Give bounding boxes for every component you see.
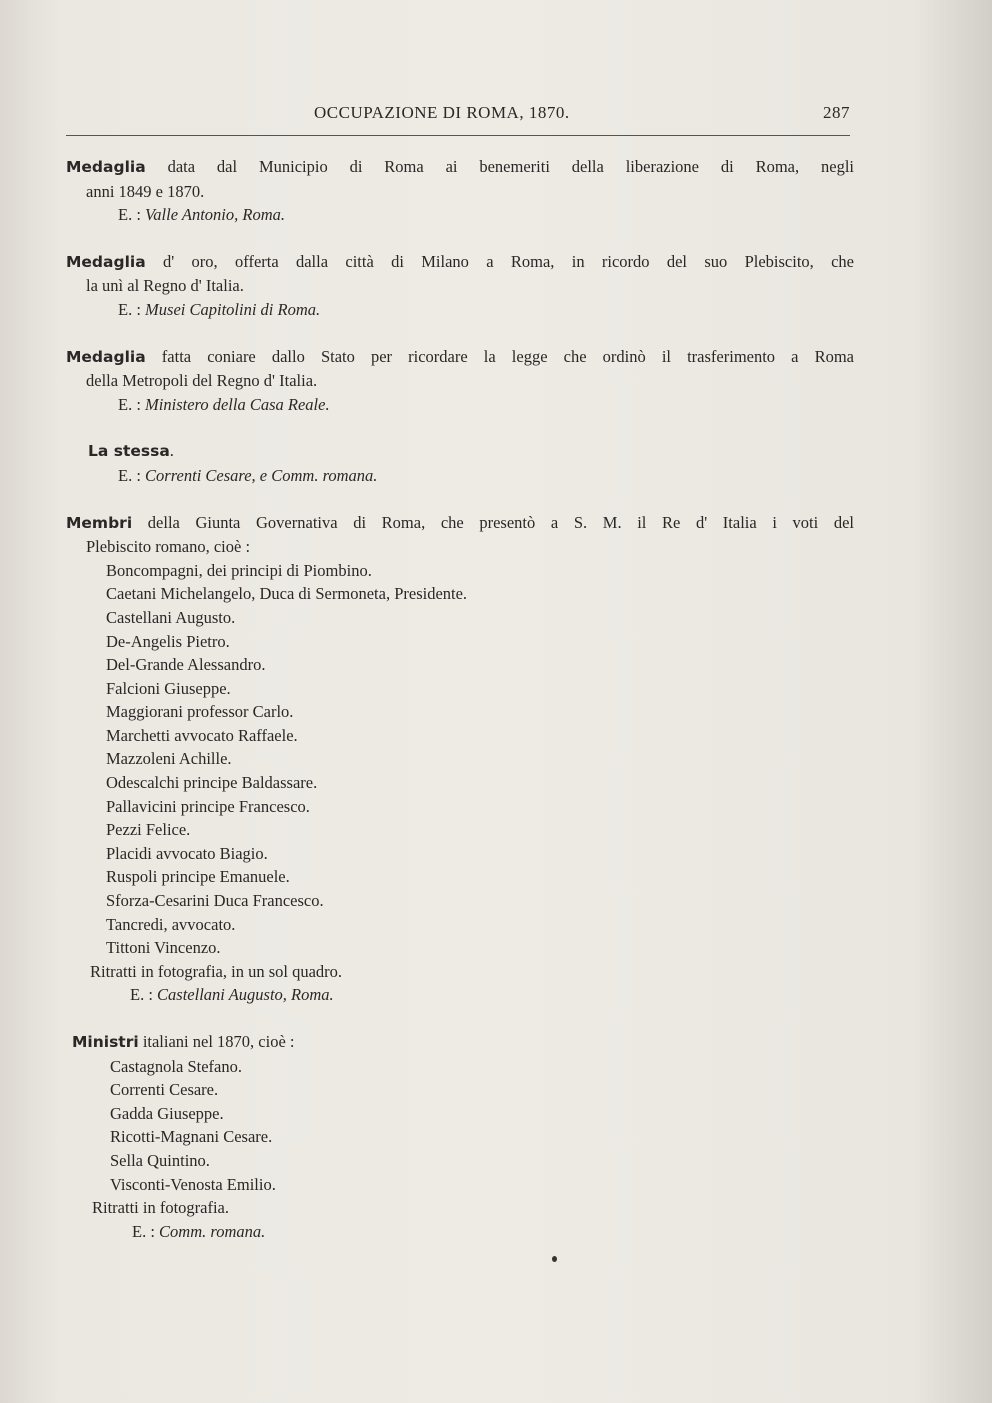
entry-line bbox=[66, 250, 854, 275]
list-item: Ruspoli principe Emanuele. bbox=[106, 867, 290, 887]
entry-keyword: La stessa bbox=[88, 442, 170, 461]
list-item: Maggiorani professor Carlo. bbox=[106, 702, 294, 722]
entry-text: fatta coniare dallo Stato per ricordare la legge che ordinò il trasferimento a Roma bbox=[161, 346, 855, 366]
exhibitor-line bbox=[72, 1220, 854, 1244]
entry-la-stessa bbox=[66, 439, 854, 487]
list-item: Tancredi, avvocato. bbox=[106, 914, 236, 934]
entry-text: d' oro, offerta dalla città di Milano a Roma, in ricordo del suo Plebiscito, che bbox=[163, 251, 855, 271]
list-item: Falcioni Giuseppe. bbox=[106, 678, 231, 698]
entry-medaglia-municipio bbox=[66, 155, 854, 227]
list-item: Caetani Michelangelo, Duca di Sermoneta, Presidente. bbox=[106, 584, 468, 604]
exhibitor-label: E. : bbox=[118, 299, 141, 319]
exhibitor-label: E. : bbox=[118, 394, 141, 414]
exhibitor-name: Valle Antonio, Roma. bbox=[145, 205, 285, 225]
entry-text-cont: anni 1849 e 1870. bbox=[86, 181, 205, 201]
exhibitor-name: Castellani Augusto, Roma. bbox=[157, 985, 334, 1005]
entry-text-cont: la unì al Regno d' Italia. bbox=[86, 276, 244, 296]
exhibitor-line bbox=[66, 298, 854, 322]
exhibitor-line bbox=[66, 203, 854, 227]
exhibitor-label: E. : bbox=[118, 465, 141, 485]
list-item: Odescalchi principe Baldassare. bbox=[106, 773, 318, 793]
entry-line bbox=[66, 155, 854, 180]
exhibitor-label: E. : bbox=[132, 1221, 155, 1241]
entry-ministri bbox=[66, 1030, 854, 1243]
page-body bbox=[66, 155, 854, 1266]
entry-keyword: Medaglia bbox=[66, 252, 146, 271]
running-title: OCCUPAZIONE DI ROMA, 1870. bbox=[314, 103, 570, 122]
exhibitor-label: E. : bbox=[118, 205, 141, 225]
list-item: Sella Quintino. bbox=[110, 1150, 210, 1170]
ritratti-line: Ritratti in fotografia. bbox=[92, 1198, 230, 1218]
running-header bbox=[66, 103, 850, 127]
entry-keyword: Membri bbox=[66, 513, 133, 532]
exhibitor-line bbox=[66, 393, 854, 417]
entry-medaglia-stato bbox=[66, 345, 854, 417]
list-item: Visconti-Venosta Emilio. bbox=[110, 1174, 276, 1194]
entry-line bbox=[72, 1030, 854, 1055]
entry-line bbox=[66, 345, 854, 370]
entry-medaglia-oro bbox=[66, 250, 854, 322]
membri-list bbox=[66, 559, 854, 960]
entry-text-cont: Plebiscito romano, cioè : bbox=[86, 537, 251, 557]
entry-line bbox=[66, 511, 854, 536]
list-item: Boncompagni, dei principi di Piombino. bbox=[106, 560, 372, 580]
entry-text-cont: della Metropoli del Regno d' Italia. bbox=[86, 371, 318, 391]
exhibitor-line bbox=[66, 983, 854, 1007]
list-item: De-Angelis Pietro. bbox=[106, 631, 230, 651]
exhibitor-name: Comm. romana. bbox=[159, 1221, 266, 1241]
entry-text: data dal Municipio di Roma ai benemeriti della liberazione di Roma, negli bbox=[167, 157, 854, 176]
header-rule bbox=[66, 135, 850, 136]
list-item: Castellani Augusto. bbox=[106, 607, 236, 627]
exhibitor-label: E. : bbox=[130, 985, 153, 1005]
ink-speck bbox=[552, 1256, 557, 1262]
entry-keyword: Medaglia bbox=[66, 158, 146, 176]
list-item: Mazzoleni Achille. bbox=[106, 749, 232, 769]
entry-text: italiani nel 1870, cioè : bbox=[142, 1032, 295, 1051]
exhibitor-name: Musei Capitolini di Roma. bbox=[145, 299, 321, 319]
exhibitor-name: Ministero della Casa Reale. bbox=[145, 394, 330, 414]
entry-membri bbox=[66, 511, 854, 1007]
entry-text: . bbox=[169, 441, 174, 461]
list-item: Sforza-Cesarini Duca Francesco. bbox=[106, 891, 324, 911]
list-item: Correnti Cesare. bbox=[110, 1080, 219, 1100]
list-item: Del-Grande Alessandro. bbox=[106, 655, 266, 675]
entry-keyword: Ministri bbox=[72, 1033, 139, 1051]
list-item: Castagnola Stefano. bbox=[110, 1056, 242, 1076]
entry-keyword: Medaglia bbox=[66, 347, 146, 366]
entry-text: della Giunta Governativa di Roma, che presentò a S. M. il Re d' Italia i voti del bbox=[147, 512, 855, 532]
list-item: Gadda Giuseppe. bbox=[110, 1103, 224, 1123]
exhibitor-name: Correnti Cesare, e Comm. romana. bbox=[145, 465, 378, 485]
entry-line bbox=[66, 439, 854, 464]
list-item: Ricotti-Magnani Cesare. bbox=[110, 1127, 273, 1147]
list-item: Marchetti avvocato Raffaele. bbox=[106, 725, 298, 745]
list-item: Placidi avvocato Biagio. bbox=[106, 843, 268, 863]
list-item: Pezzi Felice. bbox=[106, 820, 191, 840]
exhibitor-line bbox=[66, 464, 854, 488]
page-number: 287 bbox=[823, 103, 850, 122]
list-item: Tittoni Vincenzo. bbox=[106, 938, 221, 958]
ritratti-line: Ritratti in fotografia, in un sol quadro. bbox=[90, 961, 343, 981]
ministri-list bbox=[72, 1055, 854, 1197]
list-item: Pallavicini principe Francesco. bbox=[106, 796, 310, 816]
